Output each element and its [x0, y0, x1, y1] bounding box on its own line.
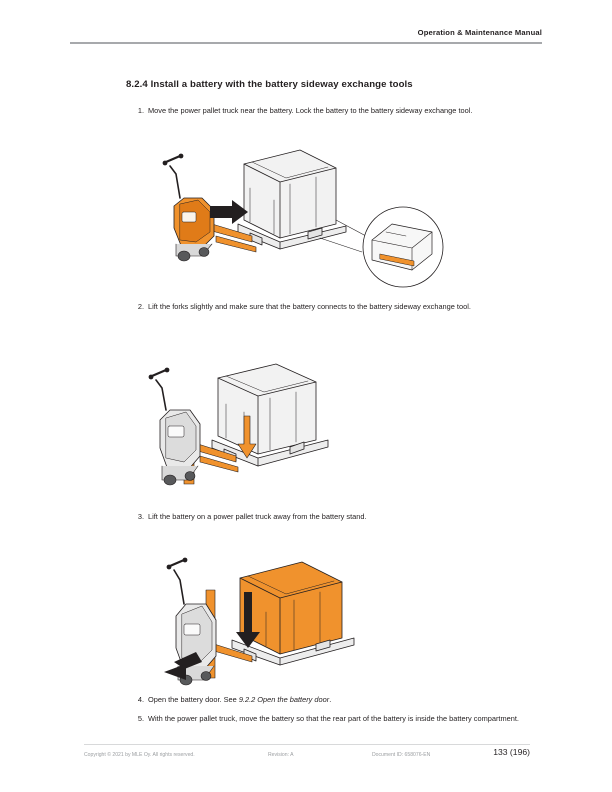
- footer-divider: [84, 744, 530, 745]
- step-number: 4.: [137, 695, 144, 704]
- step-text-after: .: [329, 695, 332, 704]
- step-item-2: [130, 301, 530, 313]
- step-number: 1.: [137, 106, 144, 115]
- footer-document-id: Document ID: 658076-EN: [372, 752, 431, 758]
- illustration-truck-approaching-battery: [140, 132, 470, 297]
- figure-step-3: [140, 540, 470, 690]
- page-footer: [84, 747, 530, 766]
- step-number: 2.: [137, 302, 144, 311]
- page-header: [70, 28, 542, 44]
- footer-page-number: 133 (196): [493, 747, 530, 757]
- step-text-reference: 9.2.2 Open the battery door: [238, 695, 330, 704]
- figure-step-2: [140, 348, 470, 508]
- header-title: Operation & Maintenance Manual: [417, 28, 542, 37]
- figure-step-1: [140, 132, 470, 297]
- step-item-5: [130, 713, 530, 725]
- step-text: With the power pallet truck, move the battery so that the rear part of the battery is inside the battery compartment.: [148, 714, 519, 723]
- step-text: Lift the battery on a power pallet truck away from the battery stand.: [148, 512, 367, 521]
- step-item-1: [130, 105, 530, 117]
- step-item-3: [130, 511, 530, 523]
- step-number: 5.: [137, 714, 144, 723]
- step-number: 3.: [137, 512, 144, 521]
- header-divider: [70, 42, 542, 44]
- footer-copyright: Copyright © 2021 by MLE Oy. All rights reserved.: [84, 752, 195, 758]
- step-text: [148, 694, 530, 706]
- section-heading: 8.2.4 Install a battery with the battery sideway exchange tools: [126, 79, 413, 90]
- illustration-lift-forks-slightly: [140, 348, 470, 508]
- footer-revision: Revision: A: [268, 752, 294, 758]
- step-text-before: Open the battery door. See: [148, 695, 239, 704]
- step-item-4: [130, 694, 530, 706]
- step-text: Move the power pallet truck near the battery. Lock the battery to the battery sideway exchange tool.: [148, 106, 473, 115]
- step-text: Lift the forks slightly and make sure that the battery connects to the battery sideway exchange tool.: [148, 302, 471, 311]
- illustration-lift-battery-away-from-stand: [140, 540, 470, 690]
